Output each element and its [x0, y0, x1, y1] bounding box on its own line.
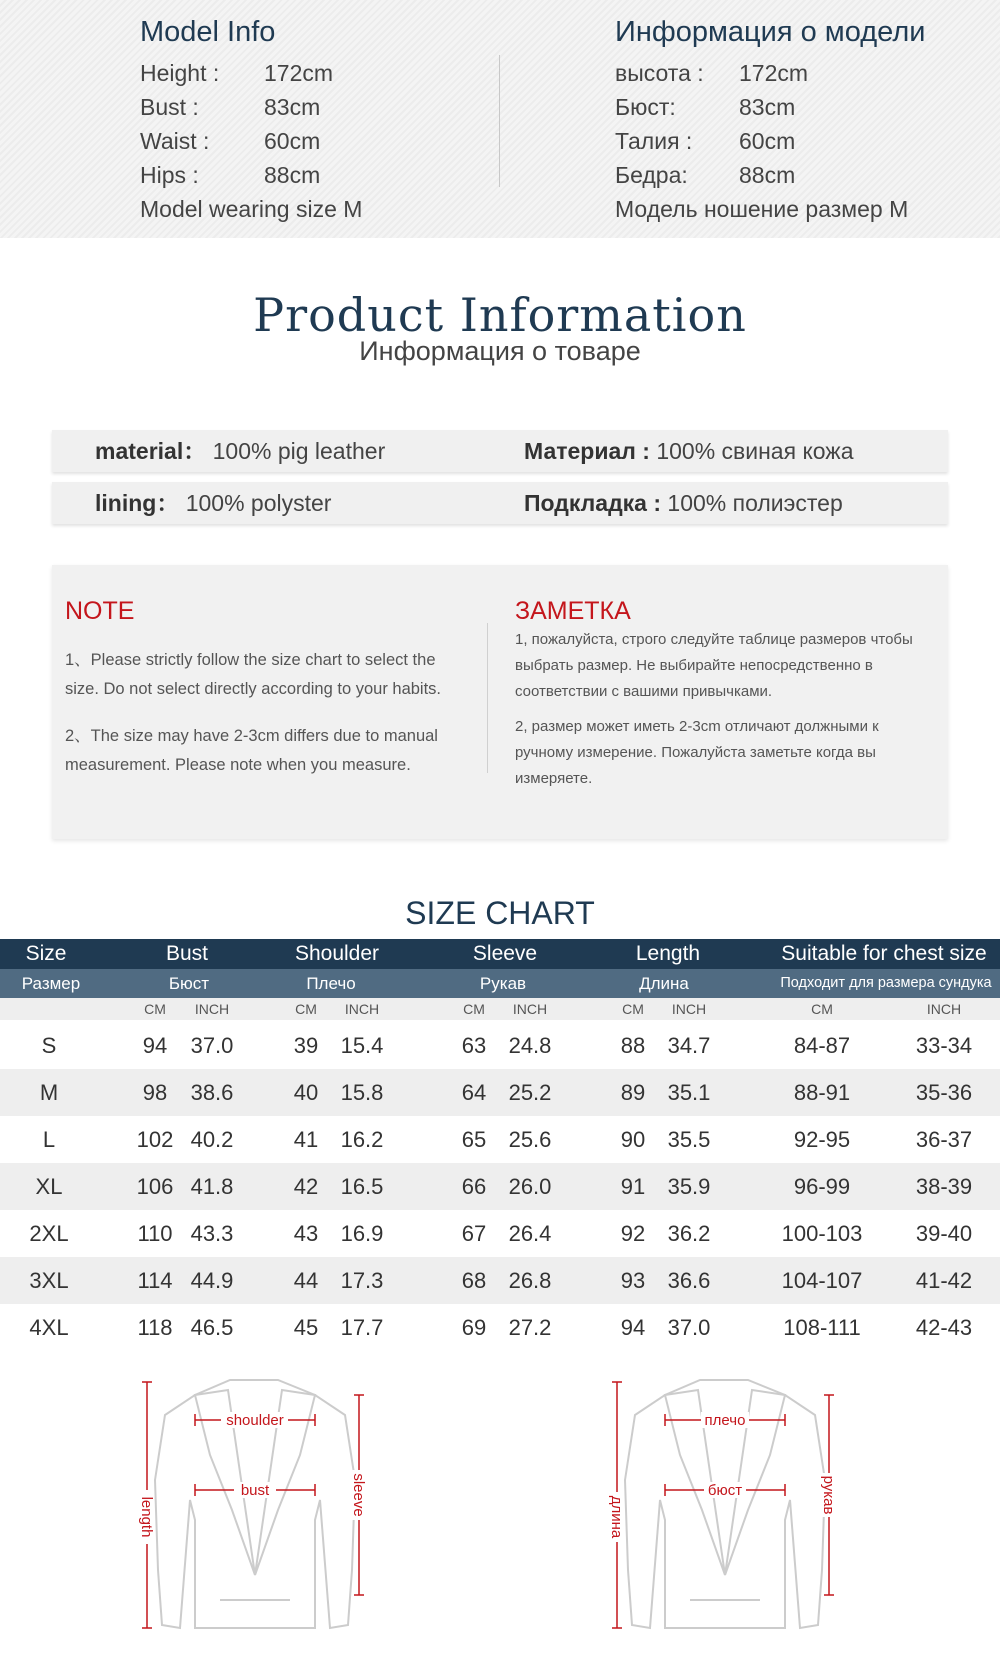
lining-row [52, 482, 948, 524]
unit-chest-inch: INCH [926, 1001, 962, 1017]
cell-bust-inch: 40.2 [190, 1127, 234, 1152]
cell-bust-inch: 38.6 [190, 1080, 234, 1105]
model-wearing-size: Model wearing size M [140, 196, 363, 222]
model-hips-row-ru [615, 158, 925, 192]
cell-sleeve-inch: 25.6 [508, 1127, 552, 1152]
size-chart-title: SIZE CHART [405, 895, 595, 931]
cell-chest-cm: 88-91 [793, 1080, 851, 1105]
cell-sleeve-inch: 26.8 [508, 1268, 552, 1293]
model-hips-row [140, 158, 362, 192]
unit-length-cm: CM [622, 1001, 644, 1017]
cell-bust-cm: 106 [136, 1174, 174, 1199]
unit-bust-cm: CM [144, 1001, 166, 1017]
col-header-chest: Suitable for chest size [781, 942, 987, 965]
note-title: NOTE [65, 597, 135, 625]
cell-shoulder-inch: 17.7 [340, 1315, 384, 1340]
cell-length-inch: 35.5 [667, 1127, 711, 1152]
jacket-diagram-en [140, 1370, 390, 1640]
cell-shoulder-inch: 16.2 [340, 1127, 384, 1152]
product-info-title: Product Information [253, 288, 747, 342]
cell-chest-cm: 100-103 [781, 1221, 863, 1246]
unit-bust-inch: INCH [194, 1001, 230, 1017]
bust-label: bust [240, 1482, 270, 1499]
cell-bust-cm: 114 [137, 1268, 173, 1293]
unit-shoulder-cm: CM [295, 1001, 317, 1017]
lining-ru [524, 482, 843, 524]
model-info-divider [499, 55, 500, 187]
height-label: Height : [140, 60, 220, 86]
unit-sleeve-inch: INCH [512, 1001, 548, 1017]
hips-value-ru: 88cm [739, 162, 796, 188]
note-title-ru: ЗАМЕТКА [515, 597, 631, 625]
cell-shoulder-cm: 44 [293, 1268, 319, 1293]
model-info-title-ru: Информация о модели [615, 16, 926, 48]
cell-shoulder-cm: 43 [293, 1221, 319, 1246]
model-bust-row-ru [615, 90, 925, 124]
bust-label-ru: Бюст: [615, 94, 676, 120]
cell-chest-inch: 33-34 [915, 1033, 973, 1058]
cell-bust-cm: 94 [142, 1033, 168, 1058]
cell-length-cm: 93 [620, 1268, 646, 1293]
cell-size: M [39, 1080, 59, 1105]
cell-length-cm: 90 [620, 1127, 646, 1152]
sleeve-label: sleeve [350, 1473, 367, 1517]
cell-sleeve-cm: 67 [461, 1221, 487, 1246]
cell-chest-cm: 84-87 [793, 1033, 851, 1058]
model-info-section [0, 0, 1000, 238]
cell-shoulder-inch: 15.8 [340, 1080, 384, 1105]
note-section [52, 565, 948, 839]
model-waist-row [140, 124, 362, 158]
cell-chest-cm: 92-95 [793, 1127, 851, 1152]
cell-size: 3XL [29, 1268, 69, 1293]
cell-chest-cm: 96-99 [793, 1174, 851, 1199]
table-row [0, 1022, 1000, 1069]
cell-bust-cm: 102 [136, 1127, 174, 1152]
lining-label: lining： [95, 490, 180, 516]
length-label: length [138, 1496, 155, 1538]
cell-sleeve-cm: 69 [461, 1315, 487, 1340]
table-row [0, 1069, 1000, 1116]
cell-sleeve-cm: 65 [461, 1127, 487, 1152]
material-label-ru: Материал : [524, 438, 650, 464]
cell-sleeve-inch: 25.2 [508, 1080, 552, 1105]
bust-label: Bust : [140, 94, 199, 120]
material-ru [524, 430, 853, 472]
cell-length-inch: 35.1 [667, 1080, 711, 1105]
cell-chest-cm: 108-111 [783, 1315, 861, 1340]
shoulder-label: shoulder [226, 1412, 284, 1429]
table-row [0, 1163, 1000, 1210]
cell-shoulder-cm: 41 [293, 1127, 319, 1152]
waist-label-ru: Талия : [615, 128, 693, 154]
cell-bust-cm: 98 [142, 1080, 168, 1105]
hips-label: Hips : [140, 162, 199, 188]
col-header-length-ru: Длина [639, 974, 689, 993]
shoulder-label-ru: плечо [704, 1412, 746, 1429]
col-header-sleeve-ru: Рукав [479, 974, 527, 993]
bust-label-ru: бюст [707, 1482, 743, 1499]
cell-shoulder-inch: 15.4 [340, 1033, 384, 1058]
cell-sleeve-inch: 27.2 [508, 1315, 552, 1340]
model-wearing-size-ru: Модель ношение размер M [615, 196, 909, 222]
length-label-ru: длина [608, 1495, 625, 1539]
cell-sleeve-cm: 68 [461, 1268, 487, 1293]
cell-sleeve-inch: 24.8 [508, 1033, 552, 1058]
col-header-shoulder-ru: Плечо [306, 974, 356, 993]
cell-length-cm: 89 [620, 1080, 646, 1105]
cell-shoulder-inch: 16.9 [340, 1221, 384, 1246]
model-info-en [140, 14, 362, 226]
cell-length-inch: 36.2 [667, 1221, 711, 1246]
cell-length-cm: 92 [620, 1221, 646, 1246]
cell-bust-inch: 43.3 [190, 1221, 234, 1246]
cell-shoulder-cm: 40 [293, 1080, 319, 1105]
note-ru-p1: 1, пожалуйста, строго следуйте таблице размеров чтобы выбрать размер. Не выбирайте непосредственно в соответствии с вашими привычками. [515, 631, 913, 700]
note-ru-p2: 2, размер может иметь 2-3cm отличают должными к ручному измерение. Пожалуйста заметьте когда вы измеряете. [515, 718, 879, 787]
cell-size: S [41, 1033, 57, 1058]
cell-shoulder-inch: 16.5 [340, 1174, 384, 1199]
col-header-length: Length [635, 942, 701, 965]
cell-bust-inch: 46.5 [190, 1315, 234, 1340]
col-header-shoulder: Shoulder [294, 942, 380, 965]
waist-value-ru: 60cm [739, 128, 796, 154]
model-height-row [140, 56, 362, 90]
cell-length-cm: 88 [620, 1033, 646, 1058]
cell-sleeve-cm: 63 [461, 1033, 487, 1058]
cell-length-cm: 91 [620, 1174, 646, 1199]
sleeve-label-ru: рукав [820, 1475, 837, 1515]
cell-bust-inch: 37.0 [190, 1033, 234, 1058]
table-row [0, 1210, 1000, 1257]
material-value: 100% pig leather [212, 438, 386, 464]
cell-length-cm: 94 [620, 1315, 646, 1340]
col-header-size-ru: Размер [21, 974, 81, 993]
cell-shoulder-cm: 39 [293, 1033, 319, 1058]
note-en-p1: 1、Please strictly follow the size chart to select the size. Do not select directly according to your habits. [65, 651, 442, 698]
table-row [0, 1304, 1000, 1351]
lining-en [95, 482, 331, 524]
cell-size: 4XL [29, 1315, 69, 1340]
model-info-ru [615, 14, 925, 226]
model-height-row-ru [615, 56, 925, 90]
product-info-subtitle: Информация о товаре [359, 336, 641, 366]
unit-sleeve-cm: CM [463, 1001, 485, 1017]
col-header-bust-ru: Бюст [168, 974, 210, 993]
unit-chest-cm: CM [811, 1001, 833, 1017]
material-row [52, 430, 948, 472]
cell-chest-inch: 42-43 [915, 1315, 973, 1340]
lining-value: 100% polyster [185, 490, 332, 516]
cell-bust-inch: 44.9 [190, 1268, 234, 1293]
cell-chest-cm: 104-107 [781, 1268, 863, 1293]
cell-shoulder-cm: 42 [293, 1174, 319, 1199]
cell-sleeve-cm: 66 [461, 1174, 487, 1199]
model-info-title: Model Info [140, 16, 276, 48]
jacket-diagram-ru [610, 1370, 860, 1640]
waist-label: Waist : [140, 128, 210, 154]
cell-chest-inch: 36-37 [915, 1127, 973, 1152]
note-divider [487, 623, 488, 773]
cell-size: XL [35, 1174, 63, 1199]
cell-length-inch: 36.6 [667, 1268, 711, 1293]
hips-label-ru: Бедра: [615, 162, 688, 188]
height-label-ru: высота : [615, 60, 704, 86]
cell-length-inch: 37.0 [667, 1315, 711, 1340]
bust-value: 83cm [264, 94, 321, 120]
hips-value: 88cm [264, 162, 321, 188]
cell-size: 2XL [29, 1221, 69, 1246]
table-row [0, 1257, 1000, 1304]
cell-chest-inch: 35-36 [915, 1080, 973, 1105]
model-bust-row [140, 90, 362, 124]
cell-sleeve-cm: 64 [461, 1080, 487, 1105]
cell-length-inch: 34.7 [667, 1033, 711, 1058]
cell-chest-inch: 38-39 [915, 1174, 973, 1199]
unit-shoulder-inch: INCH [344, 1001, 380, 1017]
cell-bust-inch: 41.8 [190, 1174, 234, 1199]
unit-length-inch: INCH [671, 1001, 707, 1017]
lining-value-ru: 100% полиэстер [667, 490, 843, 516]
height-value-ru: 172cm [739, 60, 809, 86]
cell-chest-inch: 39-40 [915, 1221, 973, 1246]
cell-sleeve-inch: 26.4 [508, 1221, 552, 1246]
material-en [95, 430, 385, 472]
waist-value: 60cm [264, 128, 321, 154]
cell-shoulder-cm: 45 [293, 1315, 319, 1340]
cell-chest-inch: 41-42 [915, 1268, 973, 1293]
cell-bust-cm: 118 [137, 1315, 173, 1340]
cell-length-inch: 35.9 [667, 1174, 711, 1199]
cell-sleeve-inch: 26.0 [508, 1174, 552, 1199]
material-label: material： [95, 438, 207, 464]
col-header-bust: Bust [165, 942, 209, 965]
material-value-ru: 100% свиная кожа [656, 438, 854, 464]
note-en-p2: 2、The size may have 2-3cm differs due to manual measurement. Please note when you measure. [65, 727, 438, 774]
cell-shoulder-inch: 17.3 [340, 1268, 384, 1293]
lining-label-ru: Подкладка : [524, 490, 662, 516]
bust-value-ru: 83cm [739, 94, 796, 120]
col-header-sleeve: Sleeve [472, 942, 538, 965]
col-header-chest-ru: Подходит для размера сундука [780, 975, 992, 991]
cell-bust-cm: 110 [137, 1221, 173, 1246]
table-row [0, 1116, 1000, 1163]
col-header-size: Size [25, 942, 67, 965]
height-value: 172cm [264, 60, 334, 86]
cell-size: L [42, 1127, 56, 1152]
model-waist-row-ru [615, 124, 925, 158]
